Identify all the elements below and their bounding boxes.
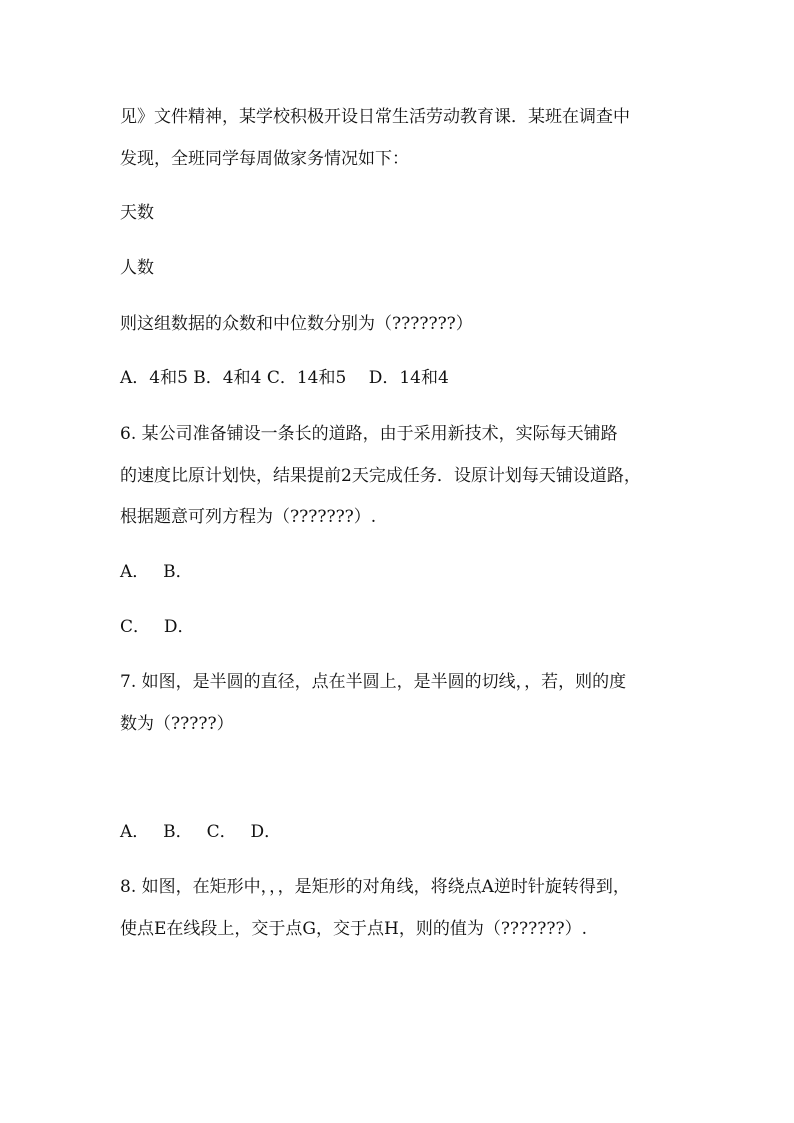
answer-options: C． D． [120, 617, 195, 637]
question-6: 6. 某公司准备铺设一条长的道路，由于采用新技术，实际每天铺路 [120, 424, 618, 444]
answer-options: A． B． [120, 562, 193, 582]
question-7: 7. 如图，是半圆的直径，点在半圆上，是半圆的切线，，若，则的度 [120, 672, 627, 692]
table-label-days: 天数 [120, 203, 154, 223]
question-8: 8. 如图，在矩形中，，，是矩形的对角线，将绕点A逆时针旋转得到， [120, 877, 630, 897]
text-line: 见》文件精神，某学校积极开设日常生活劳动教育课．某班在调查中 [120, 107, 630, 127]
table-label-people: 人数 [120, 258, 154, 278]
text-line: 发现，全班同学每周做家务情况如下： [120, 149, 409, 169]
answer-options: A． B． C． D． [120, 822, 282, 842]
question-stem: 则这组数据的众数和中位数分别为（???????） [120, 314, 473, 334]
text-line: 的速度比原计划快，结果提前2天完成任务．设原计划每天铺设道路， [120, 466, 641, 486]
text-line: 使点E在线段上，交于点G，交于点H，则的值为（???????）. [120, 919, 588, 939]
text-line: 根据题意可列方程为（???????）. [120, 507, 377, 527]
answer-options: A．4和5 B．4和4 C．14和5 D．14和4 [120, 368, 449, 388]
text-line: 数为（?????） [120, 714, 234, 734]
